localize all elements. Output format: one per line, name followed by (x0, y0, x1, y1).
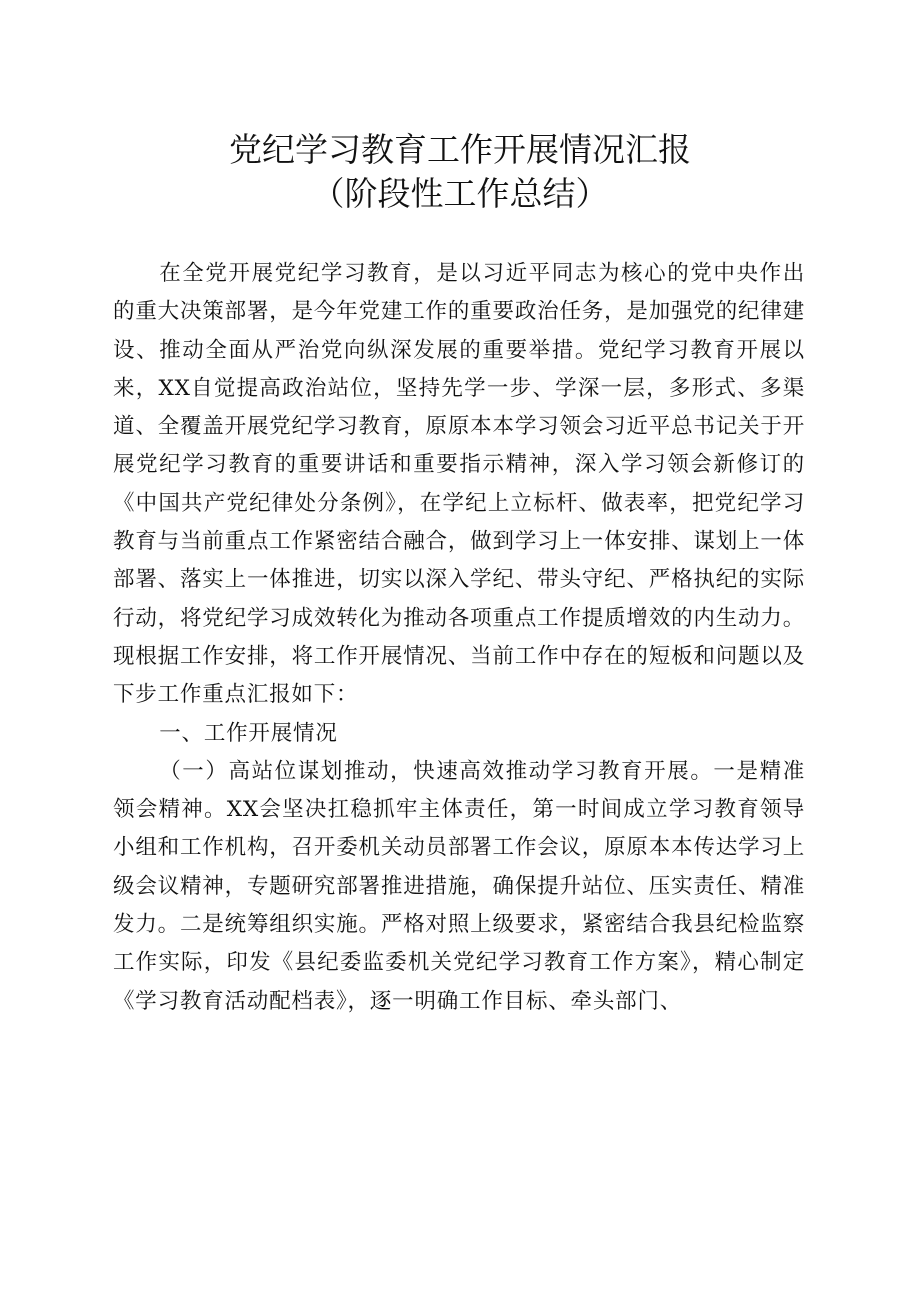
document-title (0, 128, 920, 216)
title-line-main: 党纪学习教育工作开展情况汇报 (229, 130, 691, 169)
subsection-paragraph-1: （一）高站位谋划推动，快速高效推动学习教育开展。一是精准领会精神。XX会坚决扛稳抓牢主体责任，第一时间成立学习教育领导小组和工作机构，召开委机关动员部署工作会议，原原本本传达学习上级会议精神，专题研究部署推进措施，确保提升站位、压实责任、精准发力。二是统筹组织实施。严格对照上级要求，紧密结合我县纪检监察工作实际，印发《县纪委监委机关党纪学习教育工作方案》，精心制定《学习教育活动配档表》，逐一明确工作目标、牵头部门、 (113, 758, 805, 1014)
title-line-subtitle: （阶段性工作总结） (311, 174, 609, 213)
document-body (113, 255, 805, 1021)
section-heading-1: 一、工作开展情况 (159, 720, 338, 746)
intro-paragraph: 在全党开展党纪学习教育，是以习近平同志为核心的党中央作出的重大决策部署，是今年党建工作的重要政治任务，是加强党的纪律建设、推动全面从严治党向纵深发展的重要举措。党纪学习教育开展以来，XX自觉提高政治站位，坚持先学一步、学深一层，多形式、多渠道、全覆盖开展党纪学习教育，原原本本学习领会习近平总书记关于开展党纪学习教育的重要讲话和重要指示精神，深入学习领会新修订的《中国共产党纪律处分条例》，在学纪上立标杆、做表率，把党纪学习教育与当前重点工作紧密结合融合，做到学习上一体安排、谋划上一体部署、落实上一体推进，切实以深入学纪、带头守纪、严格执纪的实际行动，将党纪学习成效转化为推动各项重点工作提质增效的内生动力。现根据工作安排，将工作开展情况、当前工作中存在的短板和问题以及下步工作重点汇报如下： (113, 261, 805, 708)
